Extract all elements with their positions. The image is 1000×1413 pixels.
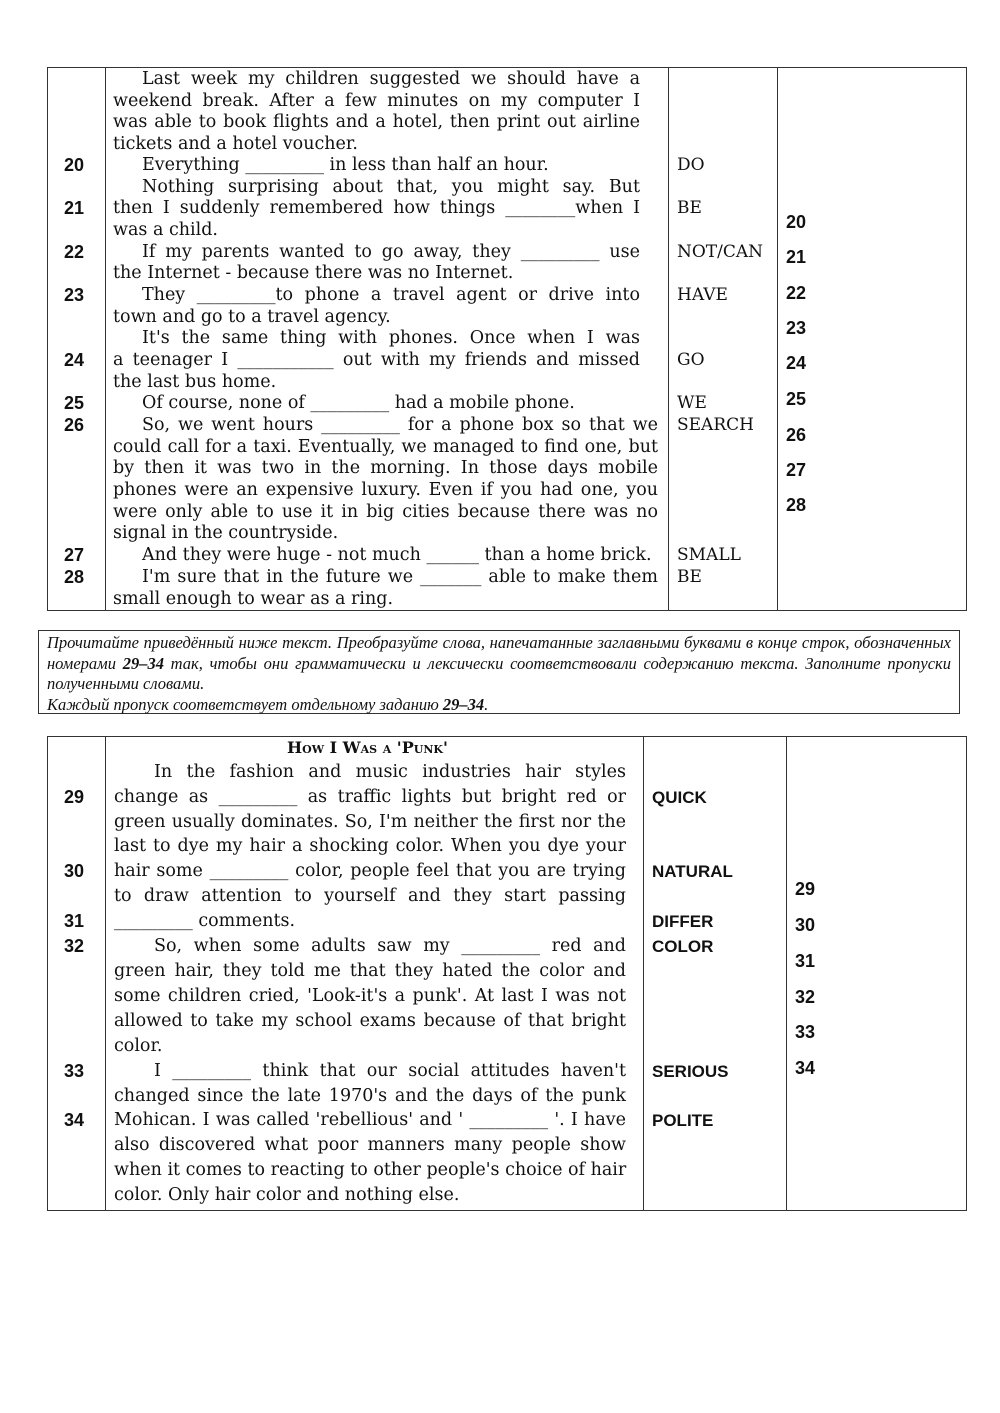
- keyword: BE: [677, 198, 702, 218]
- item-range: 29–34: [122, 653, 164, 673]
- answer-number: 25: [786, 389, 807, 409]
- item-number: 29: [64, 787, 85, 807]
- text-line: color.: [114, 1036, 163, 1056]
- item-number: 25: [64, 393, 85, 413]
- keyword: DIFFER: [652, 912, 714, 931]
- text-line: was a child.: [113, 220, 218, 240]
- item-number: 24: [64, 350, 85, 370]
- text-line: changed since the late 1970's and the days of the punk: [114, 1086, 626, 1106]
- text-line: also discovered what poor manners many people show: [114, 1135, 626, 1155]
- item-number: 23: [64, 285, 85, 305]
- keyword: SMALL: [677, 545, 741, 565]
- text-line: green hair, they told me that they hated the color and: [114, 961, 626, 981]
- keyword: GO: [677, 350, 705, 370]
- answer-number: 23: [786, 318, 807, 338]
- answer-number: 33: [795, 1022, 816, 1042]
- item-number: 21: [64, 198, 85, 218]
- answer-number: 26: [786, 425, 807, 445]
- text-line: small enough to wear as a ring.: [113, 589, 394, 609]
- text-line: In the fashion and music industries hair styles: [154, 762, 626, 782]
- keyword: BE: [677, 567, 702, 587]
- text-line: weekend break. After a few minutes on my computer I: [113, 91, 640, 111]
- text-line: And they were huge - not much ______ than a home brick.: [142, 545, 652, 565]
- instruction-text-2: Каждый пропуск соответствует отдельному заданию 29–34.: [47, 694, 489, 714]
- text-line: the last bus home.: [113, 372, 277, 392]
- item-number: 34: [64, 1110, 85, 1130]
- text-line: when it comes to reacting to other people's choice of hair: [114, 1160, 627, 1180]
- answer-number: 30: [795, 915, 816, 935]
- answer-number: 24: [786, 353, 807, 373]
- keyword: QUICK: [652, 788, 707, 807]
- text-line: Nothing surprising about that, you might say. But: [142, 177, 640, 197]
- item-number: 33: [64, 1061, 85, 1081]
- item-range: 29–34: [442, 694, 485, 714]
- text-line: I _________ think that our social attitudes haven't: [154, 1061, 626, 1081]
- keyword: DO: [677, 155, 705, 175]
- answer-number: 34: [795, 1058, 816, 1078]
- answer-number: 28: [786, 495, 807, 515]
- text-line: phones were an expensive luxury. Even if you had one, you: [113, 480, 658, 500]
- text-line: So, when some adults saw my _________ red and: [154, 936, 626, 956]
- keyword: NATURAL: [652, 862, 733, 881]
- text-line: Everything _________ in less than half an hour.: [142, 155, 549, 175]
- keyword: HAVE: [677, 285, 728, 305]
- keyword: SEARCH: [677, 415, 754, 435]
- text-line: hair some _________ color, people feel that you are trying: [114, 861, 626, 881]
- item-number: 28: [64, 567, 85, 587]
- text-line: color. Only hair color and nothing else.: [114, 1185, 460, 1205]
- text-line: to draw attention to yourself and they start passing: [114, 886, 626, 906]
- text-line: _________ comments.: [114, 911, 296, 931]
- text-line: some children cried, 'Look-it's a punk'. At last I was not: [114, 986, 626, 1006]
- instruction-box: [38, 630, 960, 714]
- text-line: tickets and a hotel voucher.: [113, 134, 358, 154]
- text-line: green usually dominates. So, I'm neither the first nor the: [114, 812, 626, 832]
- text-line: last to dye my hair a shocking color. When you dye your: [114, 836, 626, 856]
- text-line: could call for a taxi. Eventually, we managed to find one, but: [113, 437, 658, 457]
- answer-number: 21: [786, 247, 807, 267]
- text-line: It's the same thing with phones. Once when I was: [142, 328, 640, 348]
- answer-number: 32: [795, 987, 816, 1007]
- text-line: Mohican. I was called 'rebellious' and ' _________ '. I have: [114, 1110, 626, 1130]
- item-number: 22: [64, 242, 85, 262]
- text-line: was able to book flights and a hotel, then print out airline: [113, 112, 640, 132]
- text-line: allowed to take my school exams because of that bright: [114, 1011, 626, 1031]
- text-line: I'm sure that in the future we _______ able to make them: [142, 567, 658, 587]
- keyword: WE: [677, 393, 707, 413]
- answer-number: 22: [786, 283, 807, 303]
- text-line: If my parents wanted to go away, they _________ use: [142, 242, 640, 262]
- instruction-text: Прочитайте приведённый ниже текст. Преобразуйте слова, напечатанные заглавными буквами в конце строк, обозначенных номерами 29–34 так, чтобы они грамматически и лексически соответствовали содержанию текста. Заполните пропуски полученными словами.: [47, 633, 951, 693]
- answer-number: 31: [795, 951, 816, 971]
- keyword: POLITE: [652, 1111, 714, 1130]
- text-line: town and go to a travel agency.: [113, 307, 391, 327]
- text-line: change as _________ as traffic lights but bright red or: [114, 787, 626, 807]
- keyword: SERIOUS: [652, 1062, 729, 1081]
- text-line: a teenager I ___________ out with my friends and missed: [113, 350, 640, 370]
- answer-number: 29: [795, 879, 816, 899]
- answer-number: 27: [786, 460, 807, 480]
- text-line: Of course, none of _________ had a mobile phone.: [142, 393, 575, 413]
- item-number: 32: [64, 936, 85, 956]
- keyword: NOT/CAN: [677, 242, 764, 262]
- text-line: Last week my children suggested we should have a: [142, 69, 640, 89]
- item-number: 26: [64, 415, 85, 435]
- answer-number: 20: [786, 212, 807, 232]
- text-line: the Internet - because there was no Internet.: [113, 263, 514, 283]
- keyword: COLOR: [652, 937, 714, 956]
- item-number: 31: [64, 911, 85, 931]
- item-number: 30: [64, 861, 85, 881]
- item-number: 27: [64, 545, 85, 565]
- text-line: by then it was two in the morning. In those days mobile: [113, 458, 658, 478]
- text-line: So, we went hours _________ for a phone box so that we: [142, 415, 658, 435]
- item-number: 20: [64, 155, 85, 175]
- text-line: signal in the countryside.: [113, 523, 339, 543]
- text-line: then I suddenly remembered how things ________when I: [113, 198, 640, 218]
- text-title: How I Was a 'Punk': [287, 738, 448, 757]
- text-line: They _________to phone a travel agent or drive into: [142, 285, 640, 305]
- text-line: were only able to use it in big cities because there was no: [113, 502, 658, 522]
